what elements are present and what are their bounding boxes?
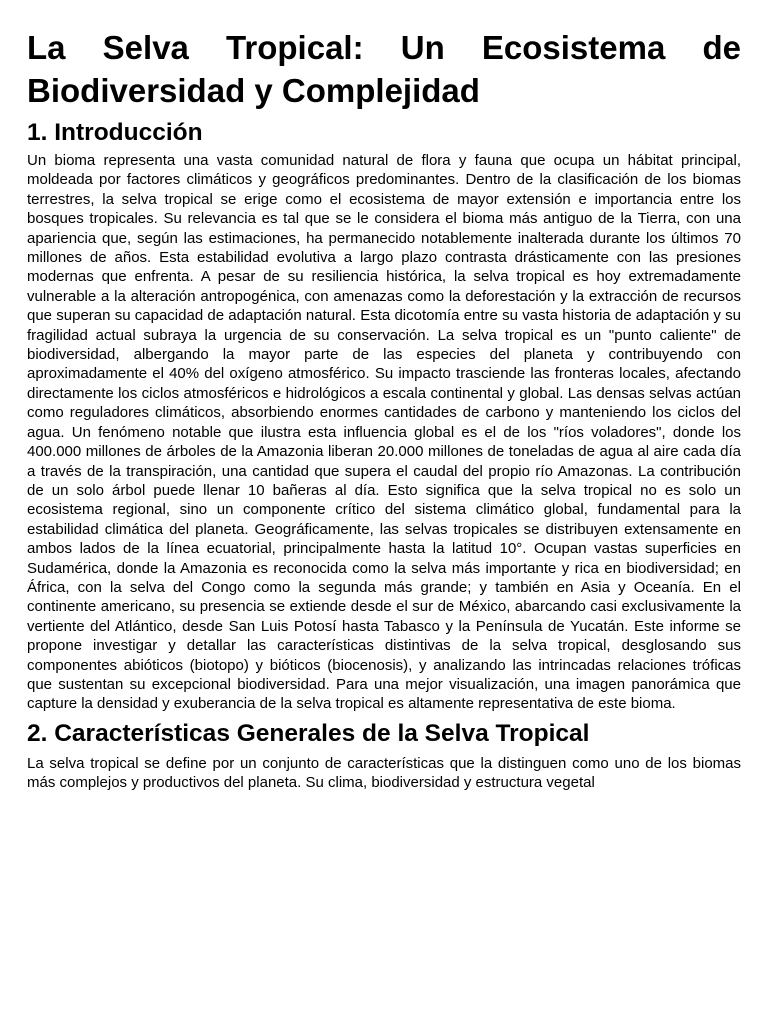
document-title: La Selva Tropical: Un Ecosistema de Biodiversidad y Complejidad (27, 29, 741, 109)
section-paragraph-introduccion: Un bioma representa una vasta comunidad natural de flora y fauna que ocupa un hábitat principal, moldeada por factores climáticos y geográficos predominantes. Dentro de la clasificación de los biomas terrestres, la selva tropical se erige como el ecosistema de mayor extensión e importancia entre los bosques tropicales. Su relevancia es tal que se le considera el bioma más antiguo de la Tierra, con una apariencia que, según las estimaciones, ha permanecido notablemente inalterada durante los últimos 70 millones de años. Esta estabilidad evolutiva a largo plazo contrasta drásticamente con las presiones modernas que enfrenta. A pesar de su resiliencia histórica, la selva tropical es hoy extremadamente vulnerable a la alteración antropogénica, con amenazas como la deforestación y la extracción de recursos que superan su capacidad de adaptación natural. Esta dicotomía entre su vasta historia de adaptación y su fragilidad actual subraya la urgencia de su conservación. La selva tropical es un "punto caliente" de biodiversidad, albergando la mayor parte de las especies del planeta y contribuyendo con aproximadamente el 40% del oxígeno atmosférico. Su impacto trasciende las fronteras locales, afectando directamente los ciclos atmosféricos e hidrológicos a escala continental y global. Las densas selvas actúan como reguladores climáticos, absorbiendo enormes cantidades de carbono y manteniendo los ciclos del agua. Un fenómeno notable que ilustra esta influencia global es el de los "ríos voladores", donde los 400.000 millones de árboles de la Amazonia liberan 20.000 millones de toneladas de agua al aire cada día a través de la transpiración, una cantidad que supera el caudal del propio río Amazonas. La contribución de un solo árbol puede llenar 10 bañeras al día. Esto significa que la selva tropical no es solo un ecosistema regional, sino un componente crítico del sistema climático global, fundamental para la estabilidad climática del planeta. Geográficamente, las selvas tropicales se distribuyen extensamente en ambos lados de la línea ecuatorial, principalmente hasta la latitud 10°. Ocupan vastas superficies en Sudamérica, donde la Amazonia es reconocida como la selva más importante y rica en biodiversidad; en África, con la selva del Congo como la segunda más grande; y también en Asia y Oceanía. En el continente americano, su presencia se extiende desde el sur de México, abarcando casi exclusivamente la vertiente del Atlántico, desde San Luis Potosí hasta Tabasco y la Península de Yucatán. Este informe se propone investigar y detallar las características distintivas de la selva tropical, desglosando sus componentes abióticos (biotopo) y bióticos (biocenosis), y analizando las intrincadas relaciones tróficas que sustentan su excepcional biodiversidad. Para una mejor visualización, una imagen panorámica que capture la densidad y exuberancia de la selva tropical es altamente representativa de este bioma. (27, 152, 741, 713)
section-heading-caracteristicas: 2. Características Generales de la Selva Tropical (27, 719, 590, 747)
section-heading-introduccion: 1. Introducción (27, 119, 203, 146)
document-page (27, 26, 741, 793)
section-paragraph-caracteristicas: La selva tropical se define por un conjunto de características que la distinguen como uno de los biomas más complejos y productivos del planeta. Su clima, biodiversidad y estructura vegetal (27, 754, 741, 792)
